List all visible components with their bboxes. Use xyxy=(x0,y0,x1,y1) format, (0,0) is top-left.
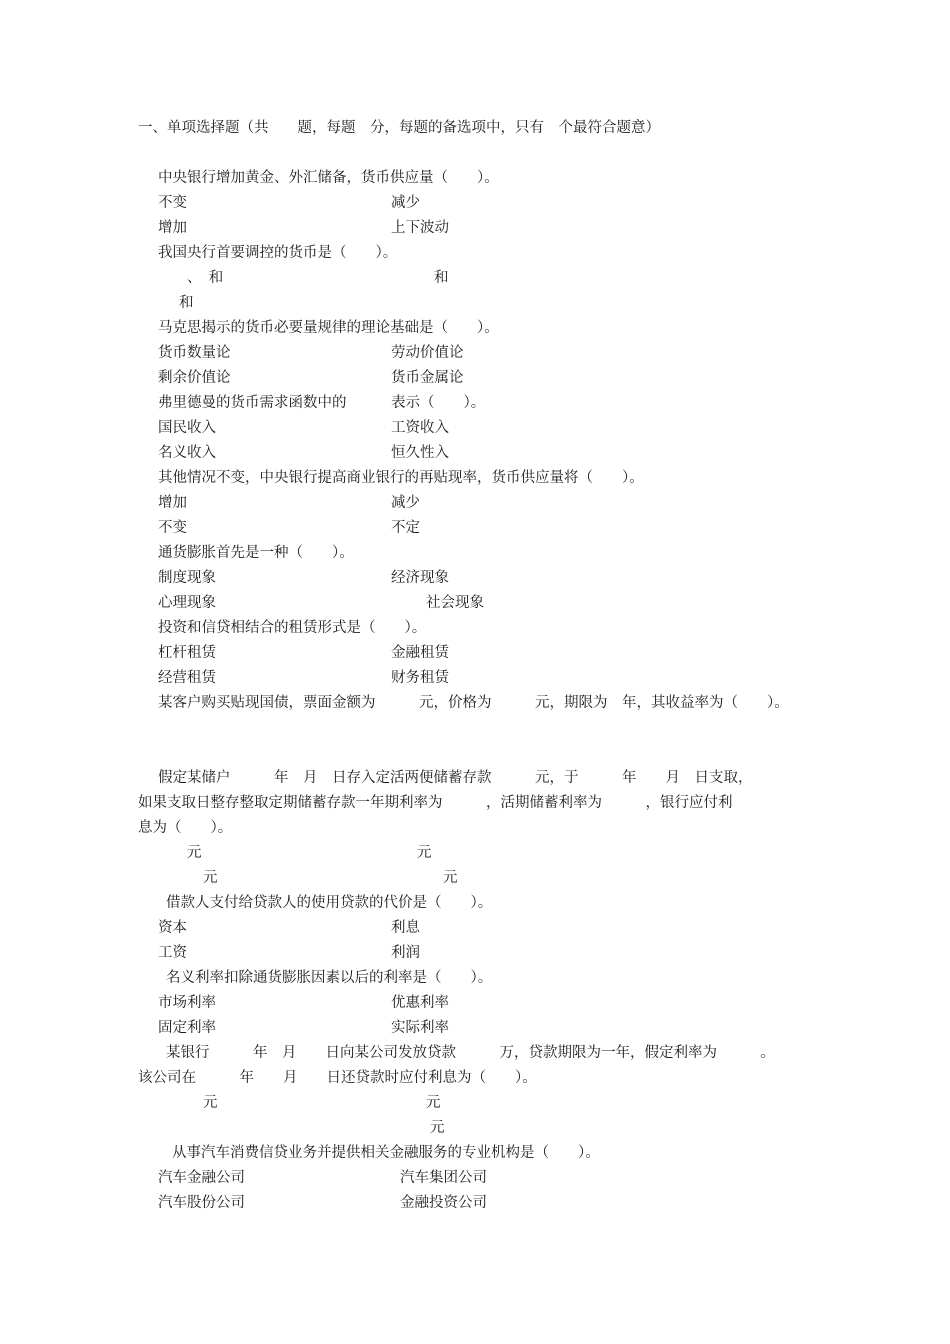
option: 元 xyxy=(203,1095,218,1111)
question-stem: 通货膨胀首先是一种（ ）。 xyxy=(158,545,354,561)
option: 元 xyxy=(430,1120,445,1136)
question-stem: 某客户购买贴现国债，票面金额为 元，价格为 元，期限为 年，其收益率为（ ）。 xyxy=(158,695,789,711)
option: 汽车金融公司 xyxy=(158,1170,245,1186)
question-stem: 借款人支付给贷款人的使用贷款的代价是（ ）。 xyxy=(166,895,493,911)
question-stem: 马克思揭示的货币必要量规律的理论基础是（ ）。 xyxy=(158,320,499,336)
option: 不变 xyxy=(158,520,187,536)
option: 经营租赁 xyxy=(158,670,216,686)
option: 财务租赁 xyxy=(391,670,449,686)
question-stem: 表示（ ）。 xyxy=(391,395,486,411)
option: 恒久性入 xyxy=(391,445,449,461)
option: 资本 xyxy=(158,920,187,936)
option: 减少 xyxy=(391,195,420,211)
option: 金融租赁 xyxy=(391,645,449,661)
option: 制度现象 xyxy=(158,570,216,586)
option: 杠杆租赁 xyxy=(158,645,216,661)
option: 汽车集团公司 xyxy=(400,1170,487,1186)
option: 优惠利率 xyxy=(391,995,449,1011)
option: 利息 xyxy=(391,920,420,936)
option: 名义收入 xyxy=(158,445,216,461)
question-stem: 名义利率扣除通货膨胀因素以后的利率是（ ）。 xyxy=(166,970,493,986)
question-stem: 中央银行增加黄金、外汇储备，货币供应量（ ）。 xyxy=(158,170,499,186)
option: 货币金属论 xyxy=(391,370,464,386)
question-stem: 我国央行首要调控的货币是（ ）。 xyxy=(158,245,398,261)
option: 实际利率 xyxy=(391,1020,449,1036)
option: 和 xyxy=(179,295,194,311)
option: 市场利率 xyxy=(158,995,216,1011)
option: 工资收入 xyxy=(391,420,449,436)
question-stem: 其他情况不变，中央银行提高商业银行的再贴现率，货币供应量将（ ）。 xyxy=(158,470,644,486)
option: 剩余价值论 xyxy=(158,370,231,386)
question-stem: 投资和信贷相结合的租赁形式是（ ）。 xyxy=(158,620,427,636)
option: 工资 xyxy=(158,945,187,961)
question-stem: 该公司在 年 月 日还贷款时应付利息为（ ）。 xyxy=(138,1070,537,1086)
option: 和 xyxy=(434,270,449,286)
option: 增加 xyxy=(158,495,187,511)
option: 元 xyxy=(443,870,458,886)
option: 汽车股份公司 xyxy=(158,1195,245,1211)
option: 上下波动 xyxy=(391,220,449,236)
option: 经济现象 xyxy=(391,570,449,586)
option: 元 xyxy=(426,1095,441,1111)
question-stem: 息为（ ）。 xyxy=(138,820,233,836)
question-stem: 某银行 年 月 日向某公司发放贷款 万，贷款期限为一年，假定利率为 。 xyxy=(166,1045,775,1061)
option: 增加 xyxy=(158,220,187,236)
section-title: 一、单项选择题（共 题，每题 分，每题的备选项中，只有 个最符合题意） xyxy=(138,120,660,136)
option: 货币数量论 xyxy=(158,345,231,361)
question-stem: 从事汽车消费信贷业务并提供相关金融服务的专业机构是（ ）。 xyxy=(172,1145,600,1161)
question-stem: 假定某储户 年 月 日存入定活两便储蓄存款 元，于 年 月 日支取， xyxy=(158,770,753,786)
option: 元 xyxy=(417,845,432,861)
option: 、 和 xyxy=(187,270,224,286)
option: 不定 xyxy=(391,520,420,536)
option: 劳动价值论 xyxy=(391,345,464,361)
option: 元 xyxy=(187,845,202,861)
option: 减少 xyxy=(391,495,420,511)
option: 金融投资公司 xyxy=(400,1195,487,1211)
option: 元 xyxy=(203,870,218,886)
option: 国民收入 xyxy=(158,420,216,436)
option: 不变 xyxy=(158,195,187,211)
option: 心理现象 xyxy=(158,595,216,611)
option: 固定利率 xyxy=(158,1020,216,1036)
question-stem: 弗里德曼的货币需求函数中的 xyxy=(158,395,347,411)
option: 利润 xyxy=(391,945,420,961)
question-stem: 如果支取日整存整取定期储蓄存款一年期利率为 ，活期储蓄利率为 ，银行应付利 xyxy=(138,795,733,811)
option: 社会现象 xyxy=(426,595,484,611)
